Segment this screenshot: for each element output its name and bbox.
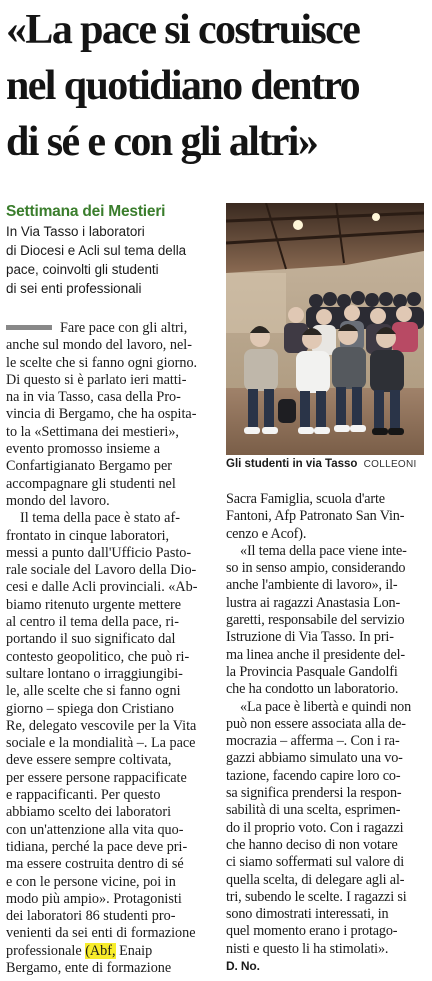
body-line: Sacra Famiglia, scuola d'arte [226, 491, 385, 507]
body-line: «La pace è libertà e quindi non [240, 698, 412, 715]
body-line: Re, delegato vescovile per la Vita [6, 717, 197, 734]
body-line: anche sul mondo del lavoro, nel- [6, 337, 192, 354]
body-line: mondo del lavoro. [6, 492, 110, 509]
body-line: quel momento erano i protago- [226, 923, 398, 940]
body-line: con un'attenzione alla vita quo- [6, 821, 184, 838]
article-photo [226, 203, 424, 455]
body-line-text: professionale [6, 942, 82, 959]
body-line: le scelte che si fanno ogni giorno. [6, 354, 198, 371]
body-line: contesto geopolitico, che può ri- [6, 648, 190, 665]
body-line: mocrazia – afferma –. Con i ra- [226, 733, 400, 750]
body-line: che ha condotto un laboratorio. [226, 681, 399, 698]
body-line [6, 943, 218, 960]
body-line: le, alle scelte che si fanno ogni [6, 683, 181, 700]
body-line: deve essere sempre coltivata, [6, 752, 172, 769]
body-line: ma essere costruita dentro di sé [6, 856, 184, 873]
photo-caption [226, 458, 426, 470]
caption-text: Gli studenti in via Tasso [226, 458, 358, 470]
author-signature: D. No. [226, 959, 260, 974]
body-line: può non essere associata alla de- [226, 715, 406, 732]
body-line: e con le persone vicine, poi in [6, 873, 176, 890]
body-line: gazzi abbiamo simulato una vo- [226, 750, 403, 767]
body-line: Di questo si è parlato ieri matti- [6, 371, 187, 388]
body-line: do il proprio voto. Con i ragazzi [226, 819, 404, 836]
body-line: ma linea anche il presidente del- [226, 646, 406, 663]
body-line: quella scelta, di delegare agli al- [226, 871, 405, 888]
subhead-line: pace, coinvolti gli studenti [6, 262, 159, 277]
body-line: frontato in cinque laboratori, [6, 527, 170, 544]
body-line: Bergamo, ente di formazione [6, 959, 172, 976]
body-line-text: Enaip [119, 942, 153, 959]
body-line: portando il suo significato dal [6, 631, 176, 648]
body-line: giorno – spiega don Cristiano [6, 700, 174, 717]
body-line: sabilità di una scelta, esprimen- [226, 802, 401, 819]
subhead-line: di sei enti professionali [6, 281, 142, 296]
body-line: messi a punto dall'Ufficio Pasto- [6, 544, 192, 561]
body-line: to la «Settimana dei mestieri», [6, 423, 179, 440]
headline-line: di sé e con gli altri» [6, 119, 318, 165]
body-line: biamo ritenuto urgente mettere [6, 596, 182, 613]
body-line: rale sociale del Lavoro della Dio- [6, 562, 197, 579]
body-line: al centro il tema della pace, ri- [6, 614, 179, 631]
photo-credit: COLLEONI [363, 459, 417, 470]
body-line: tazione, facendo capire loro co- [226, 767, 401, 784]
body-line: e rappacificanti. Per questo [6, 787, 161, 804]
body-line: sa significa prendersi la respon- [226, 785, 402, 802]
body-line: cenzo e Acof). [226, 525, 307, 542]
body-line: tri, subendo le scelte. I ragazzi si [226, 888, 407, 905]
body-line: dei laboratori 86 studenti pro- [6, 908, 176, 925]
subhead-line: di Diocesi e Acli sul tema della [6, 243, 187, 258]
body-line: cesi e dalle Acli provinciali. «Ab- [6, 579, 198, 596]
body-line: per essere persone rappacificate [6, 769, 187, 786]
kicker: Settimana dei Mestieri [6, 203, 166, 220]
body-line: anche l'ambiente di lavoro», il- [226, 577, 398, 594]
body-line: garetti, responsabile del servizio [226, 612, 405, 629]
subhead [6, 222, 218, 298]
headline-line: «La pace si costruisce [6, 7, 360, 53]
body-column-left [6, 320, 218, 977]
highlighted-text: (Abf, [85, 942, 116, 959]
body-line: «Il tema della pace viene inte- [240, 542, 407, 559]
body-column-right [226, 491, 426, 975]
body-line: accompagnare gli studenti nel [6, 475, 176, 492]
headline-line: nel quotidiano dentro [6, 63, 360, 109]
body-line-text: Fare pace con gli altri, [60, 320, 188, 336]
lead-rule [6, 325, 52, 330]
subhead-line: In Via Tasso i laboratori [6, 224, 145, 239]
body-line: sultare lontano o irraggiungibi- [6, 665, 183, 682]
body-line: la Provincia Pasquale Gandolfi [226, 663, 398, 680]
body-line: venienti da sei enti di formazione [6, 925, 196, 942]
body-line: abbiamo scelto dei laboratori [6, 804, 172, 821]
students-photo-illustration [226, 203, 424, 455]
body-line: Fantoni, Afp Patronato San Vin- [226, 508, 405, 525]
body-line: sono dimostrati interessati, in [226, 906, 389, 923]
body-line: Il tema della pace è stato af- [20, 510, 180, 527]
body-line: modo più ampio». Protagonisti [6, 890, 182, 907]
body-line: sociale e la mondialità –. La pace [6, 735, 196, 752]
body-line: evento promosso insieme a [6, 441, 161, 458]
body-line: vincia di Bergamo, che ha ospita- [6, 406, 197, 423]
body-line: so in senso ampio, considerando [226, 560, 406, 577]
body-line: na in via Tasso, casa della Pro- [6, 389, 181, 406]
headline [6, 2, 426, 170]
body-line: lustra ai ragazzi Anastasia Lon- [226, 594, 401, 611]
body-line: che hanno deciso di non votare [226, 836, 398, 853]
body-line: tidiana, perché la pace deve pri- [6, 838, 188, 855]
body-line: nisti e questo li ha stimolati». [226, 940, 389, 957]
body-line [6, 320, 218, 337]
body-line: ci siamo soffermati sul valore di [226, 854, 404, 871]
body-line: Confartigianato Bergamo per [6, 458, 172, 475]
body-line: Istruzione di Via Tasso. In pri- [226, 629, 394, 646]
